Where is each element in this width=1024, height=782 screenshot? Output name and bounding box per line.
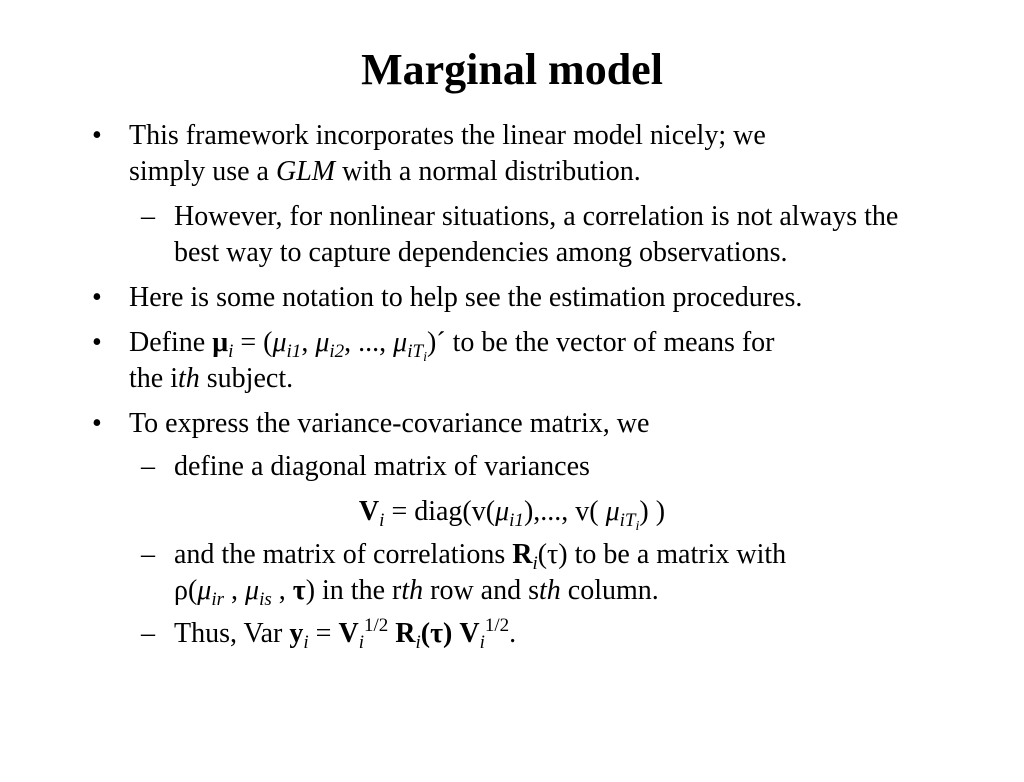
diag-close: ) ): [639, 496, 666, 527]
equals: =: [308, 618, 339, 649]
mu-symbol: μ: [605, 496, 620, 527]
tau-symbol: τ: [430, 618, 443, 649]
mu-symbol: μ: [495, 496, 510, 527]
bullet-marker: •: [92, 327, 102, 358]
column-text: column.: [560, 575, 659, 606]
mu-symbol: μ: [393, 327, 408, 358]
V-symbol: V: [358, 496, 380, 527]
mu-symbol: μ: [315, 327, 330, 358]
subscript-iT: iT: [407, 341, 424, 362]
V-symbol: V: [459, 618, 480, 649]
sub-bullet-correlations: [0, 537, 914, 609]
bullet-marker: •: [92, 408, 102, 439]
define-label: Define: [129, 327, 213, 358]
mu-symbol: μ: [272, 327, 287, 358]
subscript-i1: i1: [286, 341, 302, 362]
y-symbol: y: [289, 618, 304, 649]
subscript-sub-i: i: [635, 519, 640, 534]
th-suffix: th: [539, 575, 561, 606]
variance-equation: [0, 494, 1024, 534]
slide-body: [0, 118, 1024, 652]
mu-vector-symbol: μ: [212, 327, 229, 358]
s-letter: s: [528, 575, 540, 606]
glm-term: GLM: [276, 156, 336, 187]
subscript-i: i: [303, 632, 309, 653]
th-suffix: th: [401, 575, 424, 606]
subscript-i: i: [532, 553, 538, 574]
subscript-is: is: [259, 589, 272, 610]
thus-var-text: Thus, Var: [174, 618, 290, 649]
sub-bullet-var-formula: – Thus, Var $y_i = V_i^{1/2}$ $R_i(\tau)$ $V_i^{1/2}$.: [141, 615, 517, 653]
R-symbol: R: [512, 539, 533, 570]
bullet-text: To express the variance-covariance matrix, we: [129, 408, 650, 439]
i-letter: i: [170, 363, 178, 394]
subject-label: subject.: [199, 363, 294, 394]
subscript-iT: iT: [619, 510, 636, 531]
superscript-half: 1/2: [363, 615, 389, 636]
rho-symbol: ρ(: [174, 575, 198, 606]
row-and-text: row and: [423, 575, 529, 606]
bullet-marker: •: [92, 120, 102, 151]
V-symbol: V: [338, 618, 359, 649]
mu-symbol: μ: [245, 575, 260, 606]
r-letter: r: [392, 575, 402, 606]
dash-marker: –: [141, 451, 155, 482]
diag-open: = diag(v(: [384, 496, 496, 527]
equals-open: = (: [233, 327, 273, 358]
sub-bullet-nonlinear: [0, 199, 914, 271]
subscript-ir: ir: [211, 589, 225, 610]
in-the-text: ) in the: [305, 575, 393, 606]
subscript-i: i: [379, 510, 385, 531]
sub-bullet-text: define a diagonal matrix of variances: [174, 451, 590, 482]
bullet-text-pre: simply use a: [129, 156, 276, 187]
diag-middle: ),..., v(: [523, 496, 606, 527]
ellipsis: , ...,: [344, 327, 394, 358]
vector-close-text: )´ to be the vector of means for: [426, 327, 775, 358]
comma: ,: [271, 575, 293, 606]
slide-title: Marginal model: [361, 45, 663, 94]
bullet-item-notation: [0, 280, 929, 316]
superscript-half: 1/2: [484, 615, 510, 636]
bullet-text: Here is some notation to help see the estimation procedures.: [129, 282, 803, 313]
subscript-i: i: [358, 632, 364, 653]
dash-marker: –: [141, 539, 155, 570]
the-label: the: [129, 363, 171, 394]
bullet-text-post: with a normal distribution.: [335, 156, 641, 187]
dash-marker: –: [141, 201, 155, 232]
dash-marker: –: [141, 618, 155, 649]
bullet-item-variance-covariance: [0, 406, 929, 442]
sub-bullet-text: However, for nonlinear situations, a correlation is not always the best way to capture dependencies among observations.: [174, 201, 899, 268]
separator: ,: [301, 327, 316, 358]
R-symbol: R: [395, 618, 416, 649]
subscript-i: i: [228, 341, 234, 362]
correlations-text: and the matrix of correlations: [174, 539, 513, 570]
tau-text: (τ) to be a matrix with: [537, 539, 787, 570]
subscript-i1: i1: [509, 510, 524, 531]
sub-bullet-diagonal: [0, 449, 914, 485]
subscript-i2: i2: [329, 341, 345, 362]
bullet-marker: •: [92, 282, 102, 313]
subscript-i: i: [479, 632, 485, 653]
subscript-sub-i: i: [423, 350, 427, 365]
subscript-i: i: [415, 632, 421, 653]
th-suffix: th: [178, 363, 200, 394]
mu-symbol: μ: [197, 575, 212, 606]
period: .: [509, 618, 517, 649]
comma: ,: [224, 575, 246, 606]
bullet-item-glm: [0, 118, 929, 190]
bullet-text-line-a: This framework incorporates the linear model nicely; we: [129, 120, 766, 151]
tau-symbol: τ: [292, 575, 306, 606]
bullet-item-define-mu: [0, 325, 929, 397]
